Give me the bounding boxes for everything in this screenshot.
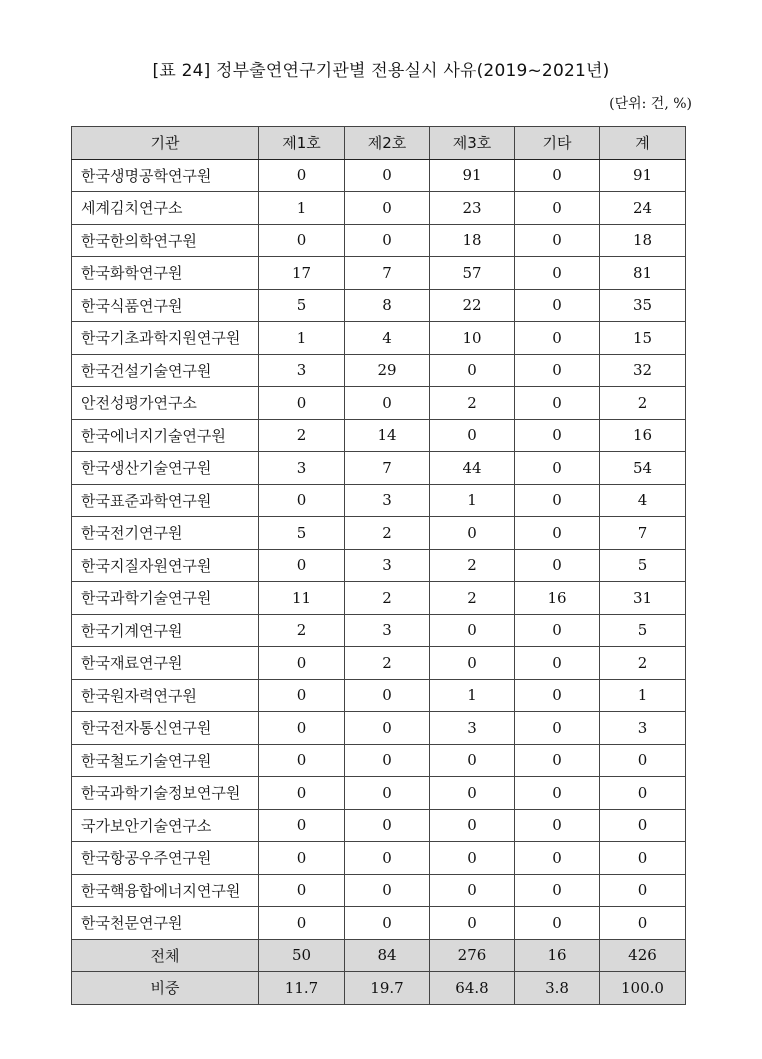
value-cell: 0: [600, 842, 686, 875]
value-cell: 10: [430, 322, 515, 355]
institution-name: 한국핵융합에너지연구원: [72, 874, 259, 907]
value-cell: 1: [600, 679, 686, 712]
value-cell: 0: [345, 159, 430, 192]
header-total: 계: [600, 127, 686, 160]
value-cell: 0: [430, 354, 515, 387]
value-cell: 24: [600, 192, 686, 225]
value-cell: 0: [259, 744, 345, 777]
institution-name: 한국항공우주연구원: [72, 842, 259, 875]
value-cell: 3: [259, 452, 345, 485]
table-row: [72, 419, 686, 452]
value-cell: 16: [600, 419, 686, 452]
institution-name: 한국과학기술정보연구원: [72, 777, 259, 810]
table-row: [72, 777, 686, 810]
value-cell: 0: [515, 387, 600, 420]
value-cell: 0: [430, 907, 515, 940]
value-cell: 15: [600, 322, 686, 355]
value-cell: 5: [259, 517, 345, 550]
summary-value: 84: [345, 939, 430, 972]
table-row: [72, 582, 686, 615]
value-cell: 91: [600, 159, 686, 192]
value-cell: 2: [430, 582, 515, 615]
value-cell: 4: [600, 484, 686, 517]
value-cell: 0: [515, 289, 600, 322]
institution-name: 한국전기연구원: [72, 517, 259, 550]
value-cell: 0: [259, 647, 345, 680]
value-cell: 0: [515, 647, 600, 680]
value-cell: 2: [259, 614, 345, 647]
value-cell: 29: [345, 354, 430, 387]
value-cell: 11: [259, 582, 345, 615]
institution-name: 한국천문연구원: [72, 907, 259, 940]
institution-name: 한국생명공학연구원: [72, 159, 259, 192]
value-cell: 0: [430, 419, 515, 452]
institution-name: 한국한의학연구원: [72, 224, 259, 257]
value-cell: 0: [515, 777, 600, 810]
value-cell: 0: [345, 387, 430, 420]
value-cell: 5: [600, 549, 686, 582]
summary-value: 3.8: [515, 972, 600, 1005]
table-row: [72, 322, 686, 355]
value-cell: 2: [430, 387, 515, 420]
value-cell: 0: [259, 679, 345, 712]
value-cell: 0: [259, 549, 345, 582]
value-cell: 5: [259, 289, 345, 322]
value-cell: 0: [430, 517, 515, 550]
value-cell: 3: [345, 614, 430, 647]
value-cell: 0: [515, 549, 600, 582]
value-cell: 2: [430, 549, 515, 582]
value-cell: 0: [430, 647, 515, 680]
institution-name: 한국과학기술연구원: [72, 582, 259, 615]
value-cell: 3: [259, 354, 345, 387]
summary-value: 426: [600, 939, 686, 972]
value-cell: 0: [259, 777, 345, 810]
value-cell: 0: [515, 809, 600, 842]
table-row: [72, 842, 686, 875]
value-cell: 1: [259, 192, 345, 225]
table-row: [72, 517, 686, 550]
value-cell: 0: [259, 387, 345, 420]
value-cell: 0: [259, 484, 345, 517]
table-row: [72, 354, 686, 387]
value-cell: 22: [430, 289, 515, 322]
value-cell: 7: [345, 257, 430, 290]
table-row: [72, 614, 686, 647]
value-cell: 0: [345, 224, 430, 257]
institution-name: 한국기계연구원: [72, 614, 259, 647]
value-cell: 0: [345, 809, 430, 842]
value-cell: 2: [600, 647, 686, 680]
value-cell: 3: [345, 549, 430, 582]
table-row: [72, 907, 686, 940]
value-cell: 35: [600, 289, 686, 322]
header-clause-3: 제3호: [430, 127, 515, 160]
institution-name: 한국표준과학연구원: [72, 484, 259, 517]
summary-value: 19.7: [345, 972, 430, 1005]
value-cell: 0: [345, 192, 430, 225]
institution-name: 한국재료연구원: [72, 647, 259, 680]
value-cell: 0: [345, 777, 430, 810]
value-cell: 2: [345, 647, 430, 680]
institution-name: 한국에너지기술연구원: [72, 419, 259, 452]
summary-value: 64.8: [430, 972, 515, 1005]
value-cell: 0: [515, 744, 600, 777]
value-cell: 0: [259, 907, 345, 940]
value-cell: 54: [600, 452, 686, 485]
value-cell: 0: [345, 874, 430, 907]
table-title: [표 24] 정부출연연구기관별 전용실시 사유(2019~2021년): [152, 61, 610, 81]
value-cell: 0: [345, 679, 430, 712]
value-cell: 0: [430, 777, 515, 810]
value-cell: 0: [259, 159, 345, 192]
value-cell: 0: [515, 224, 600, 257]
total-row: [72, 939, 686, 972]
share-row: [72, 972, 686, 1005]
table-row: [72, 712, 686, 745]
table-row: [72, 224, 686, 257]
value-cell: 81: [600, 257, 686, 290]
value-cell: 0: [345, 842, 430, 875]
value-cell: 18: [430, 224, 515, 257]
table-row: [72, 809, 686, 842]
value-cell: 0: [259, 809, 345, 842]
summary-label: 전체: [72, 939, 259, 972]
value-cell: 14: [345, 419, 430, 452]
value-cell: 0: [515, 874, 600, 907]
value-cell: 2: [259, 419, 345, 452]
value-cell: 3: [600, 712, 686, 745]
summary-value: 100.0: [600, 972, 686, 1005]
summary-label: 비중: [72, 972, 259, 1005]
value-cell: 0: [515, 419, 600, 452]
institution-name: 한국전자통신연구원: [72, 712, 259, 745]
value-cell: 0: [430, 874, 515, 907]
table-row: [72, 387, 686, 420]
value-cell: 2: [600, 387, 686, 420]
institution-name: 한국원자력연구원: [72, 679, 259, 712]
summary-value: 276: [430, 939, 515, 972]
value-cell: 17: [259, 257, 345, 290]
value-cell: 0: [430, 809, 515, 842]
table-row: [72, 159, 686, 192]
header-row: [72, 127, 686, 160]
value-cell: 0: [515, 192, 600, 225]
value-cell: 0: [259, 874, 345, 907]
value-cell: 7: [600, 517, 686, 550]
value-cell: 1: [430, 484, 515, 517]
value-cell: 32: [600, 354, 686, 387]
institution-name: 국가보안기술연구소: [72, 809, 259, 842]
institution-name: 한국생산기술연구원: [72, 452, 259, 485]
value-cell: 0: [515, 712, 600, 745]
value-cell: 0: [430, 614, 515, 647]
value-cell: 0: [600, 907, 686, 940]
value-cell: 0: [515, 159, 600, 192]
table-row: [72, 289, 686, 322]
header-other: 기타: [515, 127, 600, 160]
value-cell: 0: [515, 907, 600, 940]
value-cell: 0: [515, 257, 600, 290]
institution-name: 한국철도기술연구원: [72, 744, 259, 777]
value-cell: 0: [259, 712, 345, 745]
summary-value: 50: [259, 939, 345, 972]
table-row: [72, 744, 686, 777]
table-row: [72, 484, 686, 517]
value-cell: 57: [430, 257, 515, 290]
institution-name: 한국기초과학지원연구원: [72, 322, 259, 355]
summary-value: 11.7: [259, 972, 345, 1005]
value-cell: 0: [345, 712, 430, 745]
value-cell: 5: [600, 614, 686, 647]
table-row: [72, 257, 686, 290]
table-row: [72, 874, 686, 907]
value-cell: 0: [345, 744, 430, 777]
value-cell: 0: [430, 842, 515, 875]
value-cell: 2: [345, 517, 430, 550]
header-clause-2: 제2호: [345, 127, 430, 160]
institution-name: 한국지질자원연구원: [72, 549, 259, 582]
value-cell: 0: [259, 224, 345, 257]
institution-name: 한국화학연구원: [72, 257, 259, 290]
unit-note: (단위: 건, %): [609, 96, 692, 112]
header-institution: 기관: [72, 127, 259, 160]
table-row: [72, 549, 686, 582]
value-cell: 0: [515, 842, 600, 875]
value-cell: 1: [259, 322, 345, 355]
institution-name: 세계김치연구소: [72, 192, 259, 225]
table-row: [72, 192, 686, 225]
value-cell: 16: [515, 582, 600, 615]
institution-table: [71, 126, 686, 1005]
value-cell: 0: [600, 777, 686, 810]
value-cell: 0: [515, 354, 600, 387]
value-cell: 44: [430, 452, 515, 485]
value-cell: 0: [430, 744, 515, 777]
value-cell: 7: [345, 452, 430, 485]
value-cell: 4: [345, 322, 430, 355]
value-cell: 0: [600, 744, 686, 777]
table-row: [72, 647, 686, 680]
value-cell: 2: [345, 582, 430, 615]
value-cell: 0: [515, 679, 600, 712]
value-cell: 91: [430, 159, 515, 192]
value-cell: 0: [345, 907, 430, 940]
header-clause-1: 제1호: [259, 127, 345, 160]
value-cell: 3: [430, 712, 515, 745]
table-row: [72, 679, 686, 712]
value-cell: 8: [345, 289, 430, 322]
value-cell: 23: [430, 192, 515, 225]
institution-name: 한국건설기술연구원: [72, 354, 259, 387]
value-cell: 0: [515, 614, 600, 647]
value-cell: 0: [515, 322, 600, 355]
value-cell: 0: [600, 874, 686, 907]
value-cell: 0: [515, 452, 600, 485]
value-cell: 0: [259, 842, 345, 875]
institution-name: 한국식품연구원: [72, 289, 259, 322]
institution-name: 안전성평가연구소: [72, 387, 259, 420]
value-cell: 0: [515, 484, 600, 517]
value-cell: 0: [515, 517, 600, 550]
value-cell: 31: [600, 582, 686, 615]
table-row: [72, 452, 686, 485]
value-cell: 3: [345, 484, 430, 517]
value-cell: 18: [600, 224, 686, 257]
value-cell: 1: [430, 679, 515, 712]
summary-value: 16: [515, 939, 600, 972]
value-cell: 0: [600, 809, 686, 842]
